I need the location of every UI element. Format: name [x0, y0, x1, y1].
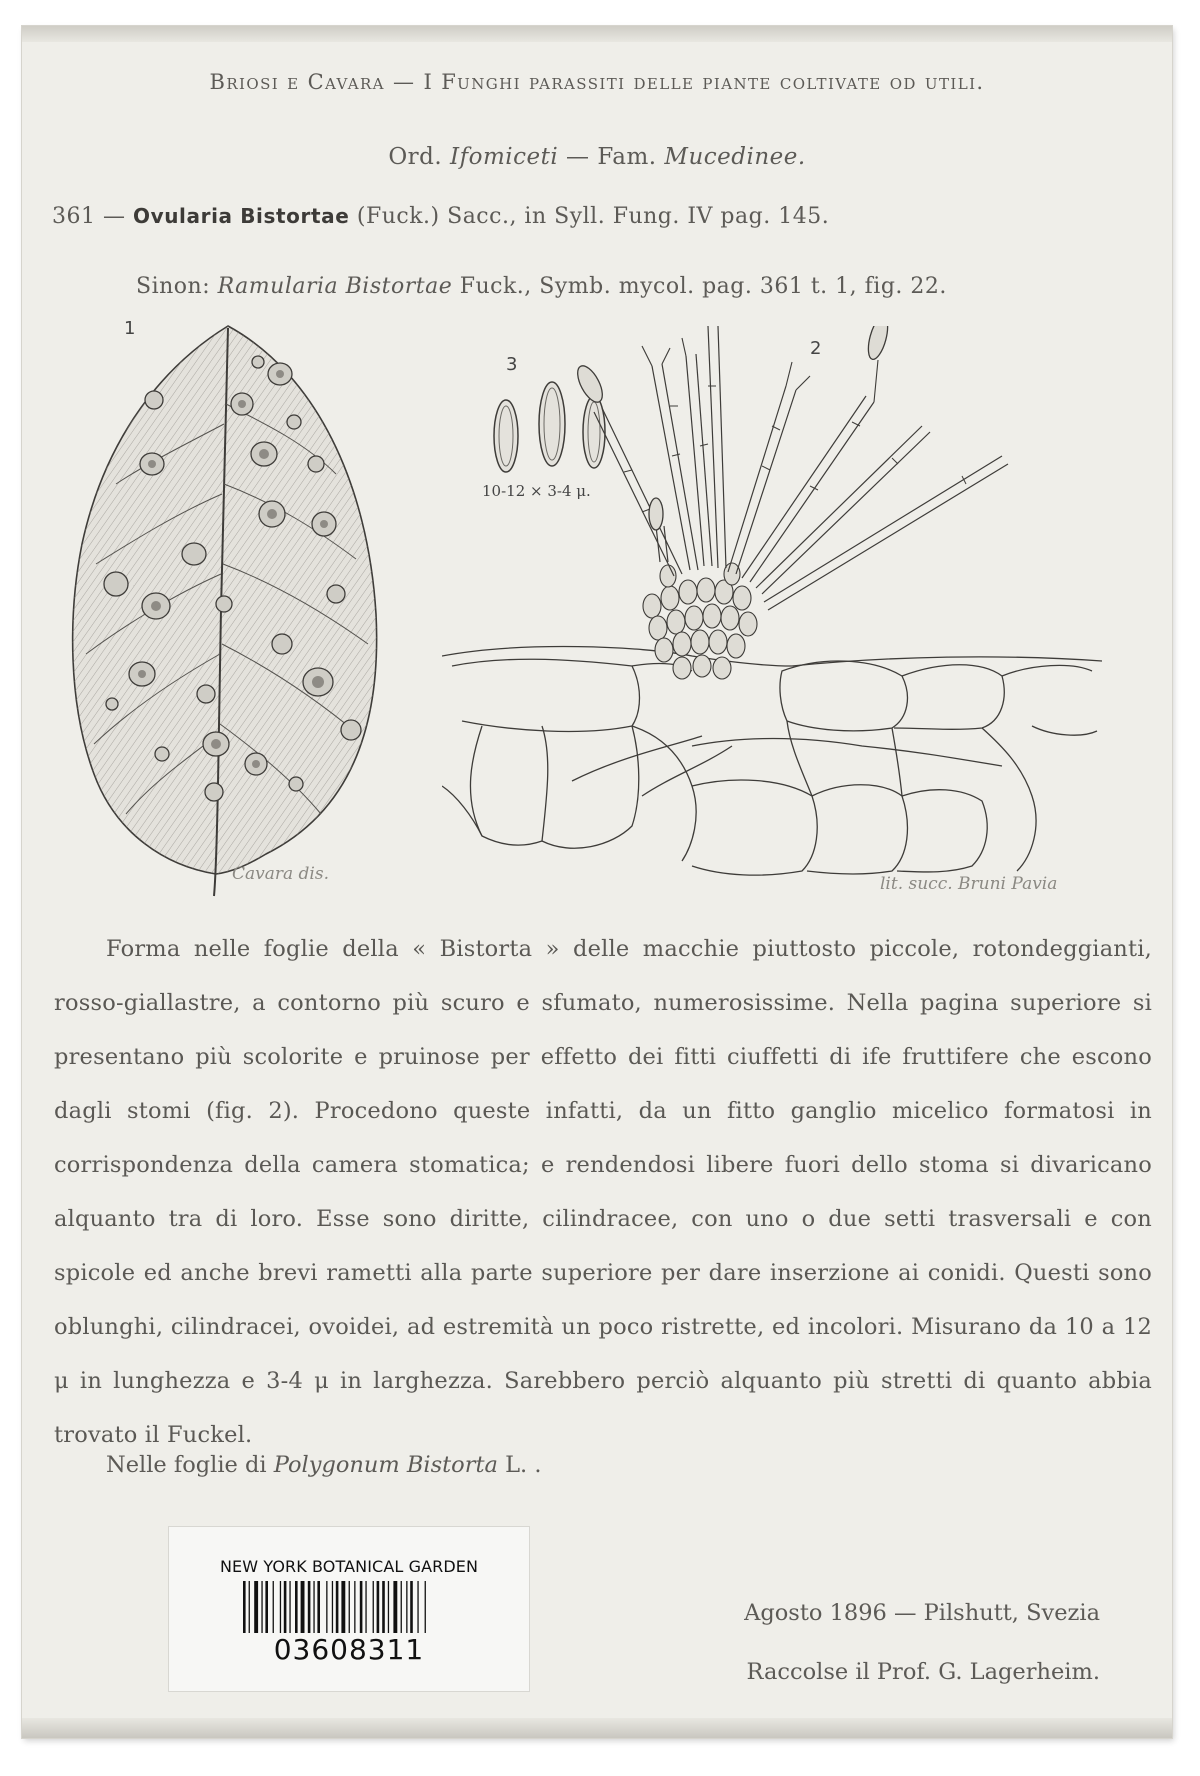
leaf-illustration: [46, 314, 406, 904]
host-suffix: L. .: [497, 1452, 542, 1478]
species-name: Ovularia Bistortae: [132, 204, 350, 228]
entry-number: 361 —: [52, 204, 126, 229]
species-citation: (Fuck.) Sacc., in Syll. Fung. IV pag. 145.: [349, 204, 830, 229]
spore-size-note: 10-12 × 3-4 μ.: [482, 482, 591, 500]
series-title: Briosi e Cavara — I Funghi parassiti delle piante coltivate od utili.: [209, 70, 985, 94]
artist-signature: Cavara dis.: [232, 864, 329, 884]
herbarium-sheet: [22, 26, 1172, 1738]
barcode-graphic: [241, 1581, 457, 1633]
collection-date-place: Agosto 1896 — Pilshutt, Svezia: [744, 1600, 1100, 1626]
host-prefix: Nelle foglie di: [106, 1452, 274, 1478]
fig2-label: 2: [810, 338, 822, 359]
synonym-citation: Fuck., Symb. mycol. pag. 361 t. 1, fig. 22.: [452, 274, 947, 299]
order-prefix: Ord.: [388, 144, 451, 170]
synonym-name: Ramularia Bistortae: [217, 274, 453, 299]
family-name: Mucedinee.: [664, 144, 806, 170]
fig1-label: 1: [124, 318, 136, 339]
conidiophore-illustration: [442, 326, 1102, 886]
species-entry: [52, 204, 829, 229]
classification-line: [22, 144, 1172, 170]
host-name: Polygonum Bistorta: [273, 1452, 498, 1478]
host-line: [106, 1452, 542, 1478]
description-paragraph: Forma nelle foglie della « Bistorta » delle macchie piuttosto piccole, rotondeggianti, rosso-giallastre, a contorno più scuro e sfumato, numerosissime. Nella pagina superiore si presentano più scolorite e pruinose per effetto dei fitti ciuffetti di ife fruttifere che escono dagli stomi (fig. 2). Procedono queste infatti, da un fitto ganglio micelico formatosi in corrispondenza della camera stomatica; e rendendosi libere fuori dello stoma si divaricano alquanto tra di loro. Esse sono diritte, cilindracee, con uno o due setti trasversali e con spicole ed anche brevi rametti alla parte superiore per dare inserzione ai conidi. Questi sono oblunghi, cilindracei, ovoidei, ad estremità un poco ristrette, ed incolori. Misurano da 10 a 12 μ in lunghezza e 3-4 μ in larghezza. Sarebbero perciò alquanto più stretti di quanto abbia trovato il Fuckel.: [54, 936, 1152, 1448]
family-separator: — Fam.: [558, 144, 665, 170]
barcode-number: 03608311: [273, 1633, 425, 1666]
institution-name: NEW YORK BOTANICAL GARDEN: [219, 1557, 479, 1576]
synonym-line: [136, 274, 947, 299]
description-text: [54, 922, 1152, 1462]
herbarium-label: [168, 1526, 530, 1692]
synonym-prefix: Sinon:: [136, 274, 218, 299]
collector-line: Raccolse il Prof. G. Lagerheim.: [746, 1659, 1100, 1685]
order-name: Ifomiceti: [450, 144, 559, 170]
lithographer-signature: lit. succ. Bruni Pavia: [880, 874, 1058, 894]
fig3-label: 3: [506, 354, 518, 375]
